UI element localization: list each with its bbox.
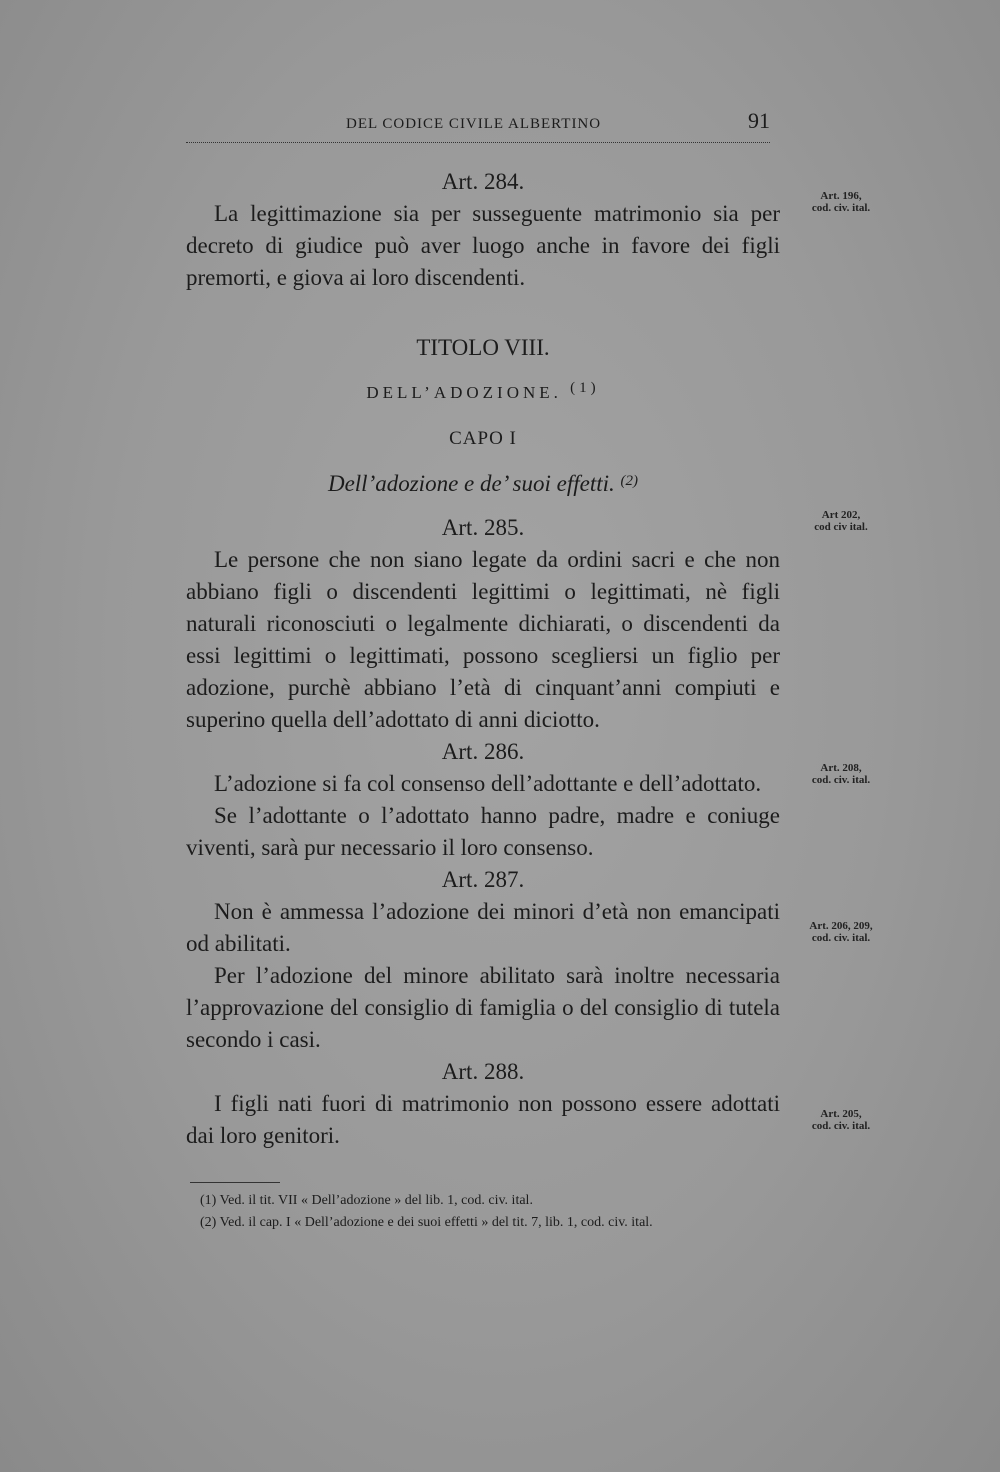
chapter-title-text: Dell’adozione e de’ suoi effetti. bbox=[327, 471, 615, 496]
article-284-heading: Art. 284. bbox=[441, 169, 525, 194]
article-285-text: Le persone che non siano legate da ordini sacri e che non abbiano figli o discendenti legittimi o legittimati, nè figli naturali riconosciuti o legalmente dichiarati, o discendenti da essi legittimi o legittimati, possono scegliersi un figlio per adozione, purchè abbiano l’età di cinquant’anni compiuti e superino quella dell’adottato di anni diciotto. bbox=[186, 547, 780, 732]
margin-note-288 bbox=[796, 1108, 886, 1132]
margin-note-287-line-2: cod. civ. ital. bbox=[811, 932, 871, 944]
title-subject-text: DELL’ADOZIONE. bbox=[366, 383, 562, 402]
margin-note-288-line-1: Art. 205, bbox=[820, 1108, 862, 1120]
footnote-2: (2) Ved. il cap. I « Dell’adozione e dei suoi effetti » del tit. 7, lib. 1, cod. civ. ital. bbox=[200, 1215, 653, 1230]
page-body bbox=[186, 166, 780, 1152]
article-286-heading: Art. 286. bbox=[441, 739, 525, 764]
margin-note-285-line-2: cod civ ital. bbox=[814, 521, 868, 533]
title-heading: TITOLO VIII. bbox=[416, 335, 550, 360]
margin-note-287 bbox=[796, 920, 886, 944]
margin-note-287-line-1: Art. 206, 209, bbox=[809, 920, 873, 932]
footnote-ref-2: (2) bbox=[620, 473, 639, 489]
margin-note-284-line-1: Art. 196, bbox=[820, 190, 862, 202]
margin-note-285-line-1: Art 202, bbox=[821, 509, 861, 521]
article-287-text-2: Per l’adozione del minore abilitato sarà inoltre necessaria l’approvazione del consiglio di famiglia o del consiglio di tutela secondo i casi. bbox=[186, 963, 780, 1052]
article-286-text-2: Se l’adottante o l’adottato hanno padre, madre e coniuge viventi, sarà pur necessario il loro consenso. bbox=[186, 803, 780, 860]
chapter-title bbox=[186, 465, 780, 500]
page-number: 91 bbox=[748, 108, 770, 133]
running-title: DEL CODICE CIVILE ALBERTINO bbox=[346, 116, 602, 132]
margin-note-286-line-1: Art. 208, bbox=[820, 762, 862, 774]
margin-note-284-line-2: cod. civ. ital. bbox=[811, 202, 871, 214]
margin-note-288-line-2: cod. civ. ital. bbox=[811, 1120, 871, 1132]
footnote-divider bbox=[190, 1182, 280, 1183]
footnote-ref-1: (1) bbox=[570, 380, 600, 396]
margin-note-285 bbox=[796, 509, 886, 533]
article-286-text-1: L’adozione si fa col consenso dell’adottante e dell’adottato. bbox=[214, 771, 762, 796]
margin-note-286-line-2: cod. civ. ital. bbox=[811, 774, 871, 786]
title-subject bbox=[186, 372, 780, 409]
article-288-text: I figli nati fuori di matrimonio non possono essere adottati dai loro genitori. bbox=[186, 1091, 780, 1148]
article-288-heading: Art. 288. bbox=[441, 1059, 525, 1084]
page-header bbox=[186, 108, 770, 143]
margin-note-286 bbox=[796, 762, 886, 786]
footnote-1: (1) Ved. il tit. VII « Dell’adozione » del lib. 1, cod. civ. ital. bbox=[200, 1193, 533, 1208]
footnotes bbox=[200, 1190, 800, 1234]
margin-note-284 bbox=[796, 190, 886, 214]
article-287-heading: Art. 287. bbox=[441, 867, 525, 892]
chapter-heading: CAPO I bbox=[449, 428, 517, 449]
article-287-text-1: Non è ammessa l’adozione dei minori d’età non emancipati od abilitati. bbox=[186, 899, 780, 956]
article-284-text: La legittimazione sia per susseguente matrimonio sia per decreto di giudice può aver luogo anche in favore dei figli premorti, e giova ai loro discendenti. bbox=[186, 201, 780, 290]
article-285-heading: Art. 285. bbox=[441, 515, 525, 540]
